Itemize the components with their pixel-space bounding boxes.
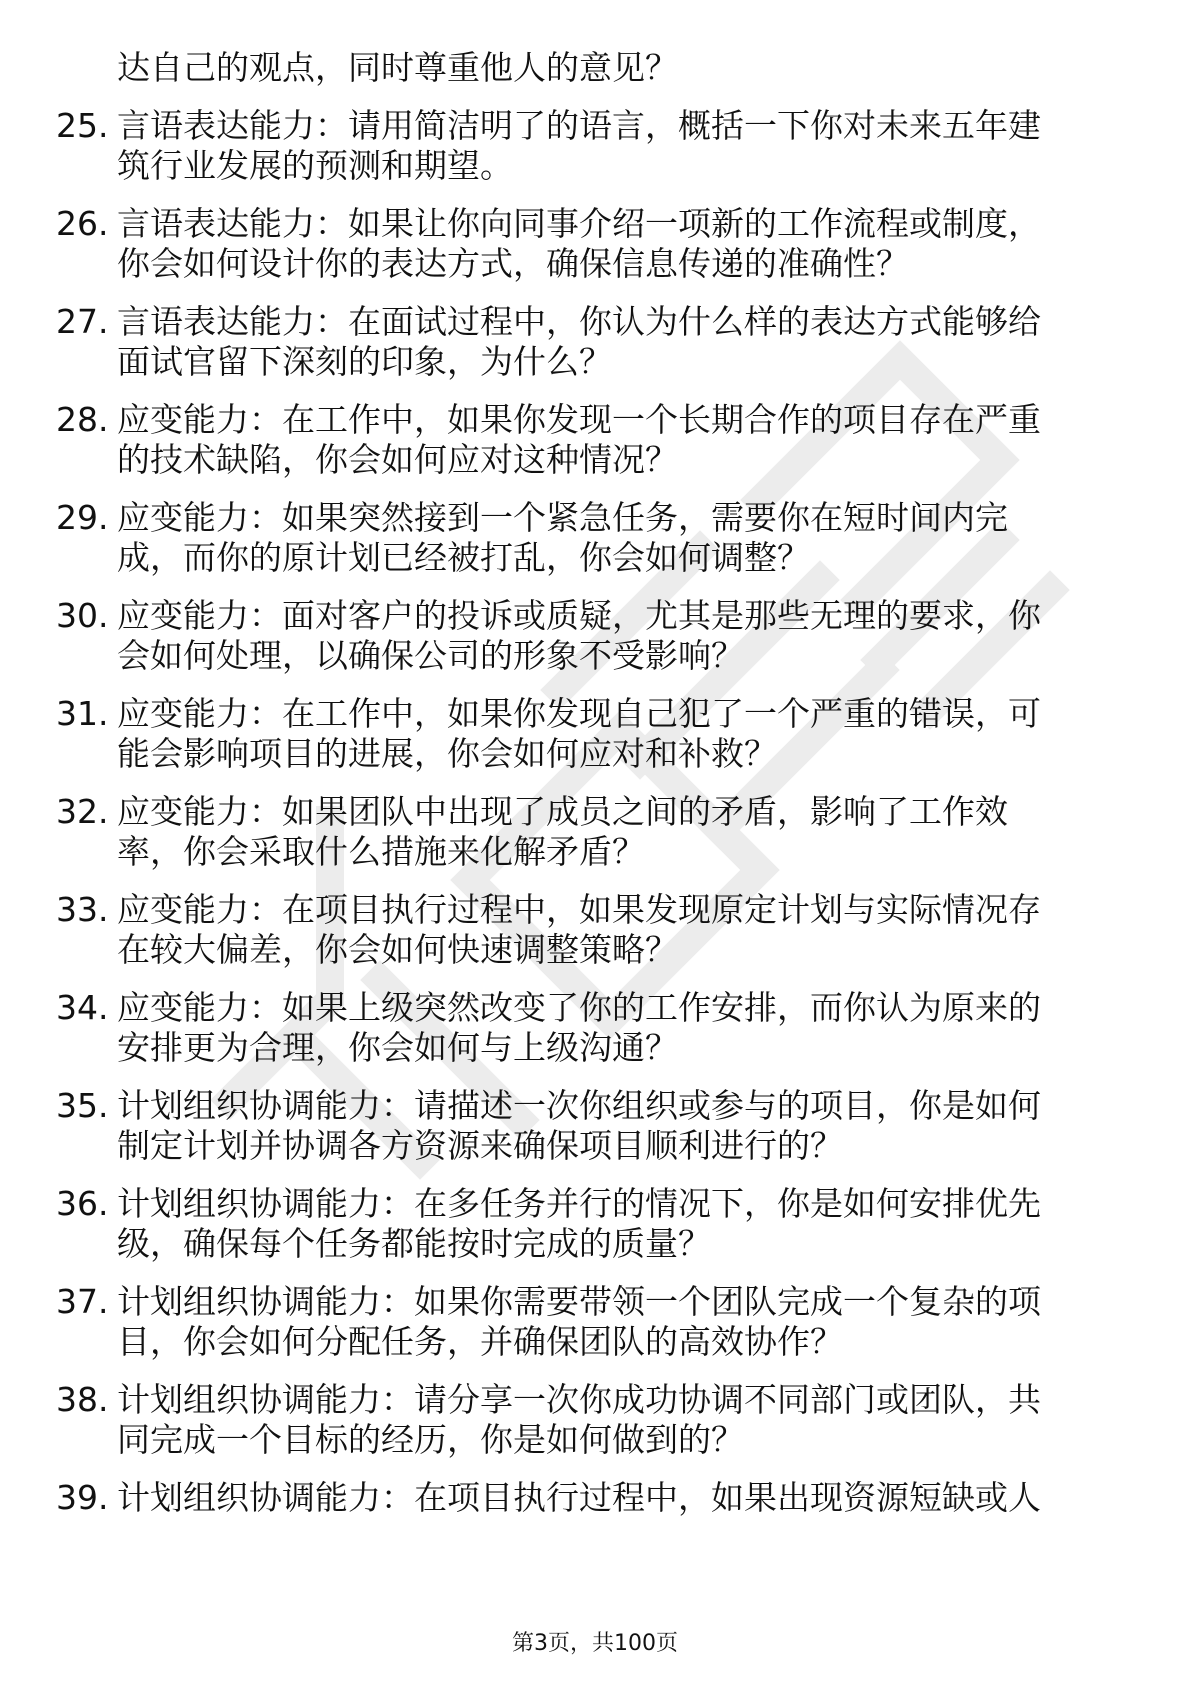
question-number: 36.: [56, 1184, 109, 1223]
question-text-line: 计划组织协调能力：请描述一次你组织或参与的项目，你是如何: [117, 1086, 1041, 1125]
question-text-line: 计划组织协调能力：如果你需要带领一个团队完成一个复杂的项: [117, 1282, 1041, 1321]
question-text-line: 能会影响项目的进展，你会如何应对和补救？: [117, 734, 777, 773]
question-text-line: 面试官留下深刻的印象，为什么？: [117, 342, 612, 381]
question-number: 32.: [56, 792, 109, 831]
question-number: 26.: [56, 204, 109, 243]
question-number: 31.: [56, 694, 109, 733]
question-text-line: 应变能力：如果突然接到一个紧急任务，需要你在短时间内完: [117, 498, 1008, 537]
question-text-line: 达自己的观点，同时尊重他人的意见？: [117, 48, 678, 87]
question-number: 35.: [56, 1086, 109, 1125]
question-text-line: 言语表达能力：如果让你向同事介绍一项新的工作流程或制度，: [117, 204, 1041, 243]
question-number: 37.: [56, 1282, 109, 1321]
question-text-line: 成，而你的原计划已经被打乱，你会如何调整？: [117, 538, 810, 577]
question-text-line: 安排更为合理，你会如何与上级沟通？: [117, 1028, 678, 1067]
question-text-line: 应变能力：在工作中，如果你发现一个长期合作的项目存在严重: [117, 400, 1041, 439]
question-text-line: 言语表达能力：请用简洁明了的语言，概括一下你对未来五年建: [117, 106, 1041, 145]
question-number: 29.: [56, 498, 109, 537]
question-number: 28.: [56, 400, 109, 439]
question-number: 34.: [56, 988, 109, 1027]
question-text-line: 应变能力：在项目执行过程中，如果发现原定计划与实际情况存: [117, 890, 1041, 929]
question-text-line: 级，确保每个任务都能按时完成的质量？: [117, 1224, 711, 1263]
page-footer: 第3页，共100页: [512, 1631, 678, 1656]
question-text-line: 目，你会如何分配任务，并确保团队的高效协作？: [117, 1322, 843, 1361]
question-text-line: 应变能力：如果上级突然改变了你的工作安排，而你认为原来的: [117, 988, 1041, 1027]
question-text-line: 在较大偏差，你会如何快速调整策略？: [117, 930, 678, 969]
question-text-line: 的技术缺陷，你会如何应对这种情况？: [117, 440, 678, 479]
question-text-line: 应变能力：在工作中，如果你发现自己犯了一个严重的错误，可: [117, 694, 1041, 733]
question-number: 30.: [56, 596, 109, 635]
question-text-line: 应变能力：如果团队中出现了成员之间的矛盾，影响了工作效: [117, 792, 1008, 831]
question-text-line: 计划组织协调能力：在项目执行过程中，如果出现资源短缺或人: [117, 1478, 1041, 1517]
question-text-line: 言语表达能力：在面试过程中，你认为什么样的表达方式能够给: [117, 302, 1041, 341]
question-text-line: 计划组织协调能力：在多任务并行的情况下，你是如何安排优先: [117, 1184, 1041, 1223]
question-number: 25.: [56, 106, 109, 145]
question-number: 39.: [56, 1478, 109, 1517]
question-text-line: 率，你会采取什么措施来化解矛盾？: [117, 832, 645, 871]
question-text-line: 筑行业发展的预测和期望。: [117, 146, 513, 185]
question-text-line: 计划组织协调能力：请分享一次你成功协调不同部门或团队，共: [117, 1380, 1041, 1419]
question-number: 27.: [56, 302, 109, 341]
question-text-line: 制定计划并协调各方资源来确保项目顺利进行的？: [117, 1126, 843, 1165]
question-text-line: 会如何处理，以确保公司的形象不受影响？: [117, 636, 744, 675]
question-text-line: 同完成一个目标的经历，你是如何做到的？: [117, 1420, 744, 1459]
question-number: 33.: [56, 890, 109, 929]
question-number: 38.: [56, 1380, 109, 1419]
question-text-line: 应变能力：面对客户的投诉或质疑，尤其是那些无理的要求，你: [117, 596, 1041, 635]
question-text-line: 你会如何设计你的表达方式，确保信息传递的准确性？: [117, 244, 909, 283]
